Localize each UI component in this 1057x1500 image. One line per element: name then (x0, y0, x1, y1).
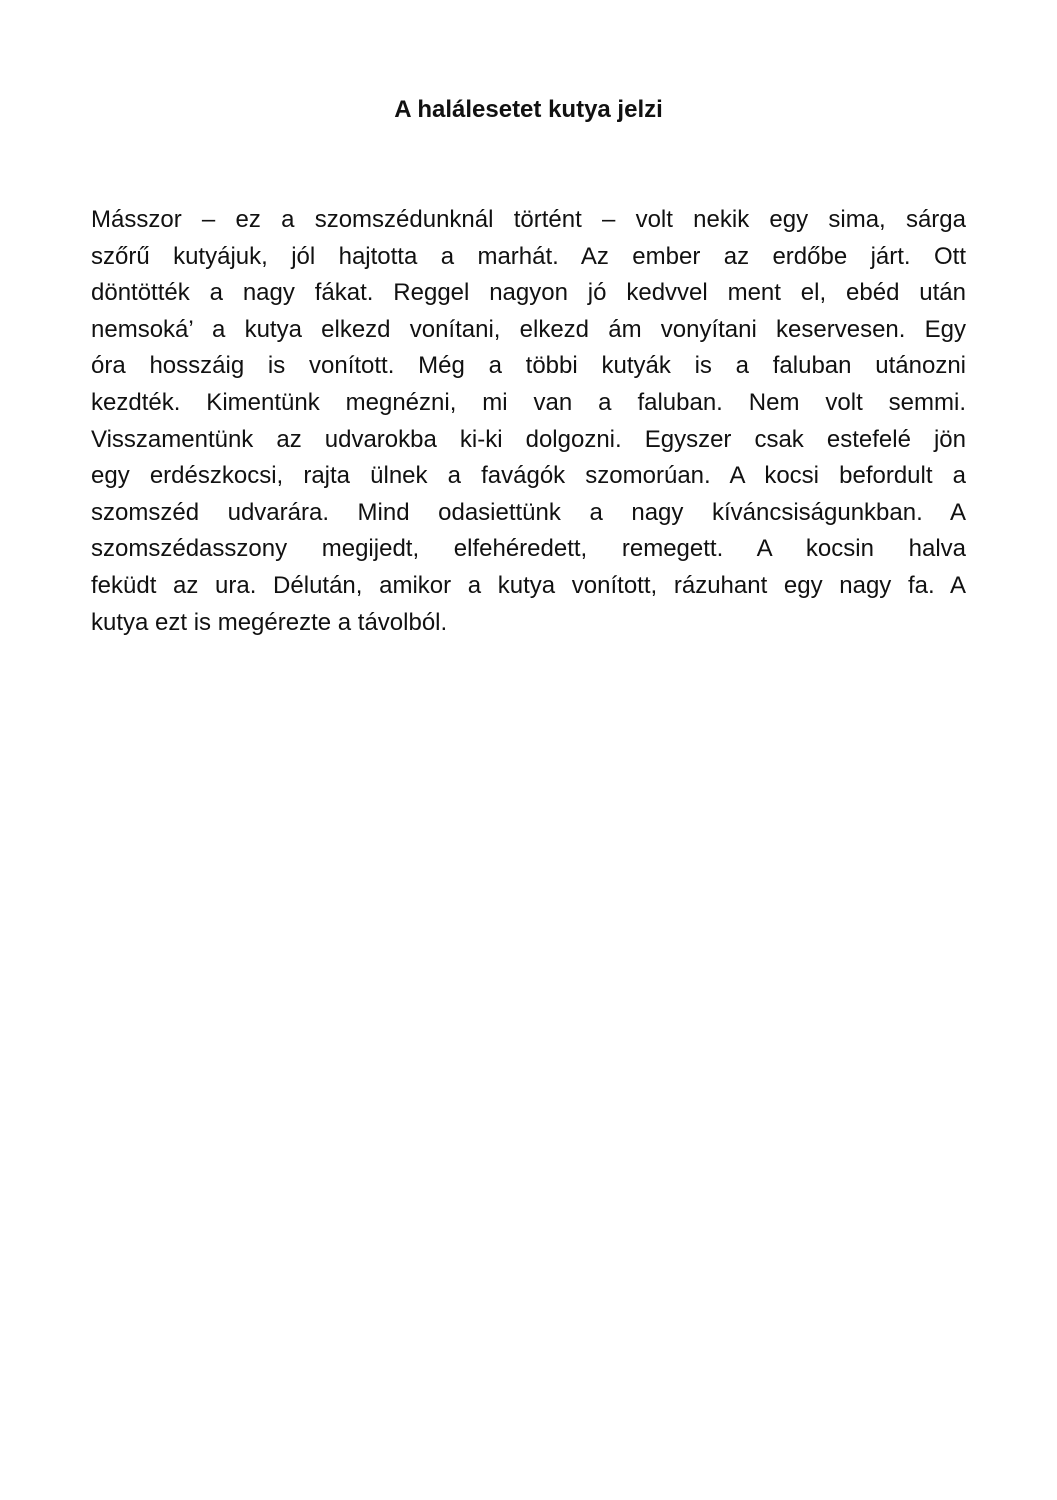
paragraph-line: feküdt az ura. Délután, amikor a kutya vonított, rázuhant egy nagy fa. A (91, 571, 966, 599)
story-paragraph (91, 202, 966, 641)
paragraph-line: Visszamentünk az udvarokba ki-ki dolgozni. Egyszer csak estefelé jön (91, 425, 966, 453)
paragraph-line: egy erdészkocsi, rajta ülnek a favágók szomorúan. A kocsi befordult a (91, 462, 966, 490)
paragraph-line: Másszor – ez a szomszédunknál történt – volt nekik egy sima, sárga (91, 206, 966, 233)
paragraph-line: döntötték a nagy fákat. Reggel nagyon jó kedvvel ment el, ebéd után (91, 279, 966, 307)
paragraph-line: szőrű kutyájuk, jól hajtotta a marhát. Az ember az erdőbe járt. Ott (91, 242, 966, 270)
document-title: A halálesetet kutya jelzi (394, 96, 663, 123)
paragraph-line: óra hosszáig is vonított. Még a többi kutyák is a faluban utánozni (91, 352, 966, 380)
paragraph-line: kutya ezt is megérezte a távolból. (91, 608, 448, 636)
paragraph-line: szomszédasszony megijedt, elfehéredett, remegett. A kocsin halva (91, 535, 966, 563)
paragraph-line: kezdték. Kimentünk megnézni, mi van a faluban. Nem volt semmi. (91, 388, 966, 416)
paragraph-line: nemsoká’ a kutya elkezd vonítani, elkezd ám vonyítani keservesen. Egy (91, 315, 966, 343)
paragraph-line: szomszéd udvarára. Mind odasiettünk a nagy kíváncsiságunkban. A (91, 498, 966, 526)
